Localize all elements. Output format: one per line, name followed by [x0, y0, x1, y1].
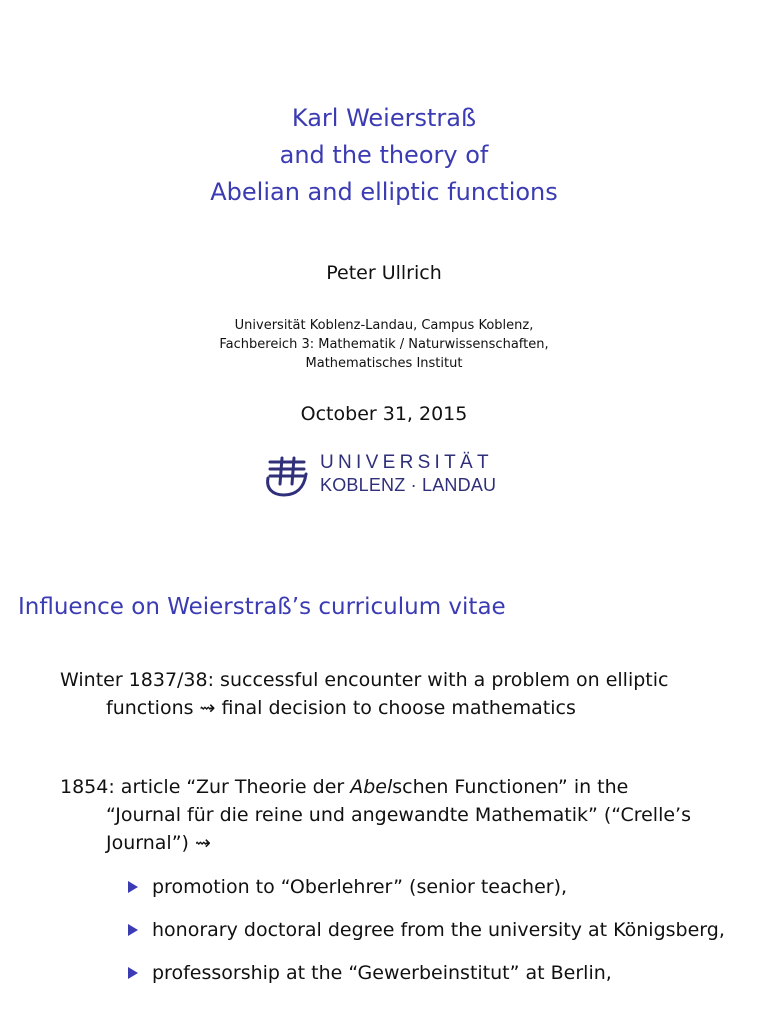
list-item [126, 959, 746, 987]
list-item-text: professorship at the “Gewerbeinstitut” at Berlin, [152, 962, 612, 984]
paragraph-1854-line-2: “Journal für die reine und angewandte Mathematik” (“Crelle’s [106, 804, 691, 826]
list-item [126, 916, 746, 944]
paragraph-1837-line-2: functions ⇝ final decision to choose mathematics [106, 697, 576, 719]
author-name: Peter Ullrich [326, 262, 442, 284]
university-logo-icon [262, 454, 312, 498]
line1-italic: Abel [350, 776, 393, 798]
title-line-2: and the theory of [279, 141, 489, 169]
title-line-3: Abelian and elliptic functions [210, 178, 558, 206]
line1-post: schen Functionen” in the [392, 776, 629, 798]
affiliation-line-3: Mathematisches Institut [305, 356, 463, 371]
list-item-text: promotion to “Oberlehrer” (senior teacher), [152, 876, 568, 898]
paragraph-1837-line-1: Winter 1837/38: successful encounter with a problem on elliptic [60, 669, 669, 691]
author-affiliation [0, 316, 768, 373]
logo-line-2: KOBLENZ · LANDAU [320, 475, 497, 495]
logo-wordmark [320, 452, 496, 496]
slide-title: Influence on Weierstraß’s curriculum vitae [18, 594, 506, 620]
affiliation-line-1: Universität Koblenz-Landau, Campus Koblenz, [234, 318, 534, 333]
presentation-title [0, 100, 768, 211]
title-line-1: Karl Weierstraß [291, 104, 477, 132]
university-logo [262, 452, 512, 502]
paragraph-1854 [60, 773, 750, 857]
paragraph-1854-line-3: Journal”) ⇝ [106, 832, 211, 854]
paragraph-1837 [60, 666, 750, 722]
triangle-bullet-icon [128, 967, 138, 979]
paragraph-1854-line-1 [60, 776, 628, 798]
logo-line-1: UNIVERSITÄT [320, 452, 493, 473]
list-item-text: honorary doctoral degree from the university at Königsberg, [152, 919, 725, 941]
consequence-list [126, 873, 746, 1002]
list-item [126, 873, 746, 901]
presentation-date: October 31, 2015 [300, 403, 468, 425]
line1-pre: 1854: article “Zur Theorie der [60, 776, 351, 798]
triangle-bullet-icon [128, 924, 138, 936]
affiliation-line-2: Fachbereich 3: Mathematik / Naturwissenschaften, [219, 337, 549, 352]
triangle-bullet-icon [128, 881, 138, 893]
